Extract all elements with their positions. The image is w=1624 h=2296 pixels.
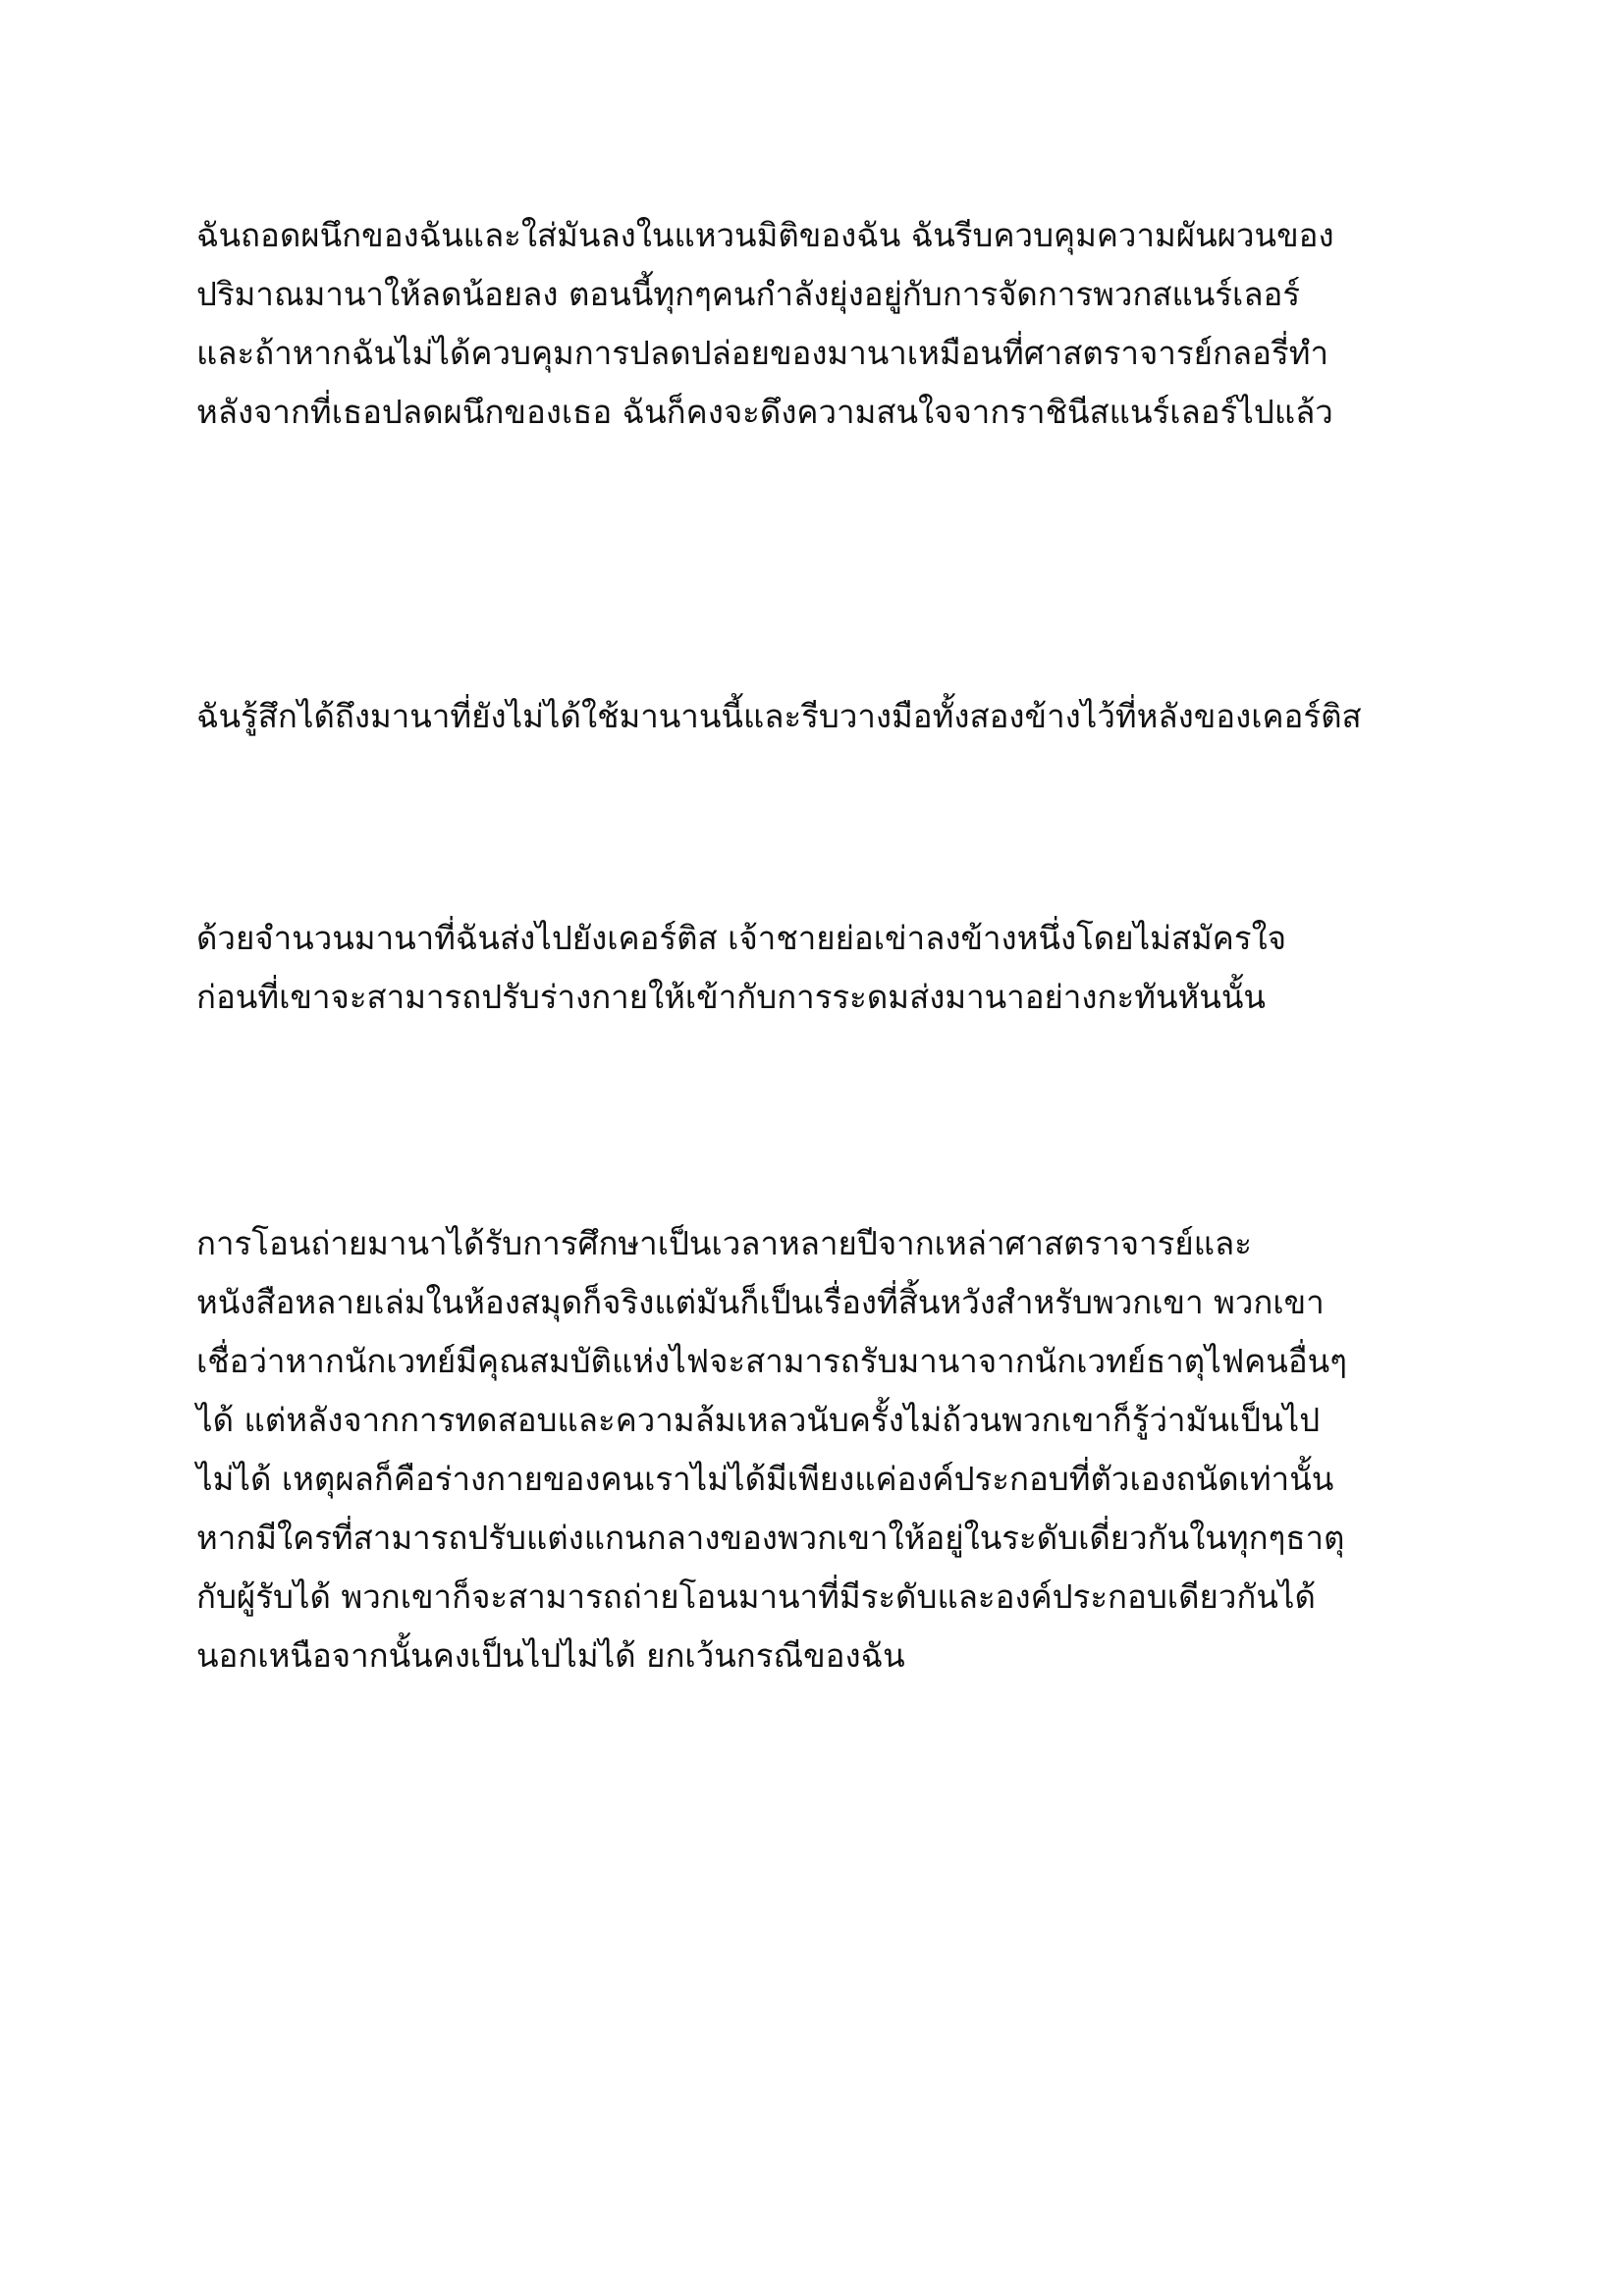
paragraph-3 bbox=[196, 909, 1473, 1027]
paragraph-line: ไม่ได้ เหตุผลก็คือร่างกายของคนเราไม่ได้มีเพียงแค่องค์ประกอบที่ตัวเองถนัดเท่านั้น bbox=[196, 1460, 1334, 1498]
paragraph-line: ฉันรู้สึกได้ถึงมานาที่ยังไม่ได้ใช้มานานนี้และรีบวางมือทั้งสองข้างไว้ที่หลังของเคอร์ติส bbox=[196, 697, 1362, 735]
paragraph-line: ก่อนที่เขาจะสามารถปรับร่างกายให้เข้ากับการระดมส่งมานาอย่างกะทันหันนั้น bbox=[196, 978, 1266, 1016]
paragraph-2 bbox=[196, 687, 1473, 746]
paragraph-4 bbox=[196, 1214, 1473, 1685]
paragraph-line: หลังจากที่เธอปลดผนึกของเธอ ฉันก็คงจะดึงความสนใจจากราชินีสแนร์เลอร์ไปแล้ว bbox=[196, 393, 1333, 431]
paragraph-line: หากมีใครที่สามารถปรับแต่งแกนกลางของพวกเขาให้อยู่ในระดับเดี่ยวกันในทุกๆธาตุ bbox=[196, 1519, 1345, 1557]
paragraph-line: นอกเหนือจากนั้นคงเป็นไปไม่ได้ ยกเว้นกรณีของฉัน bbox=[196, 1636, 905, 1675]
paragraph-line: ปริมาณมานาให้ลดน้อยลง ตอนนี้ทุกๆคนกำลังยุ่งอยู่กับการจัดการพวกสแนร์เลอร์ bbox=[196, 275, 1301, 313]
paragraph-line: และถ้าหากฉันไม่ได้ควบคุมการปลดปล่อยของมานาเหมือนที่ศาสตราจารย์กลอรี่ทำ bbox=[196, 334, 1328, 372]
paragraph-1 bbox=[196, 206, 1473, 442]
paragraph-line: ด้วยจำนวนมานาที่ฉันส่งไปยังเคอร์ติส เจ้าชายย่อเข่าลงข้างหนึ่งโดยไม่สมัครใจ bbox=[196, 919, 1287, 957]
paragraph-line: หนังสือหลายเล่มในห้องสมุดก็จริงแต่มันก็เป็นเรื่องที่สิ้นหวังสำหรับพวกเขา พวกเขา bbox=[196, 1283, 1325, 1321]
paragraph-line: ได้ แต่หลังจากการทดสอบและความล้มเหลวนับครั้งไม่ถ้วนพวกเขาก็รู้ว่ามันเป็นไป bbox=[196, 1401, 1321, 1439]
paragraph-line: กับผู้รับได้ พวกเขาก็จะสามารถถ่ายโอนมานาที่มีระดับและองค์ประกอบเดียวกันได้ bbox=[196, 1577, 1316, 1616]
paragraph-line: เชื่อว่าหากนักเวทย์มีคุณสมบัติแห่งไฟจะสามารถรับมานาจากนักเวทย์ธาตุไฟคนอื่นๆ bbox=[196, 1342, 1347, 1380]
paragraph-line: การโอนถ่ายมานาได้รับการศึกษาเป็นเวลาหลายปีจากเหล่าศาสตราจารย์และ bbox=[196, 1224, 1252, 1262]
paragraph-line: ฉันถอดผนึกของฉันและใส่มันลงในแหวนมิติของฉัน ฉันรีบควบคุมความผันผวนของ bbox=[196, 216, 1334, 254]
